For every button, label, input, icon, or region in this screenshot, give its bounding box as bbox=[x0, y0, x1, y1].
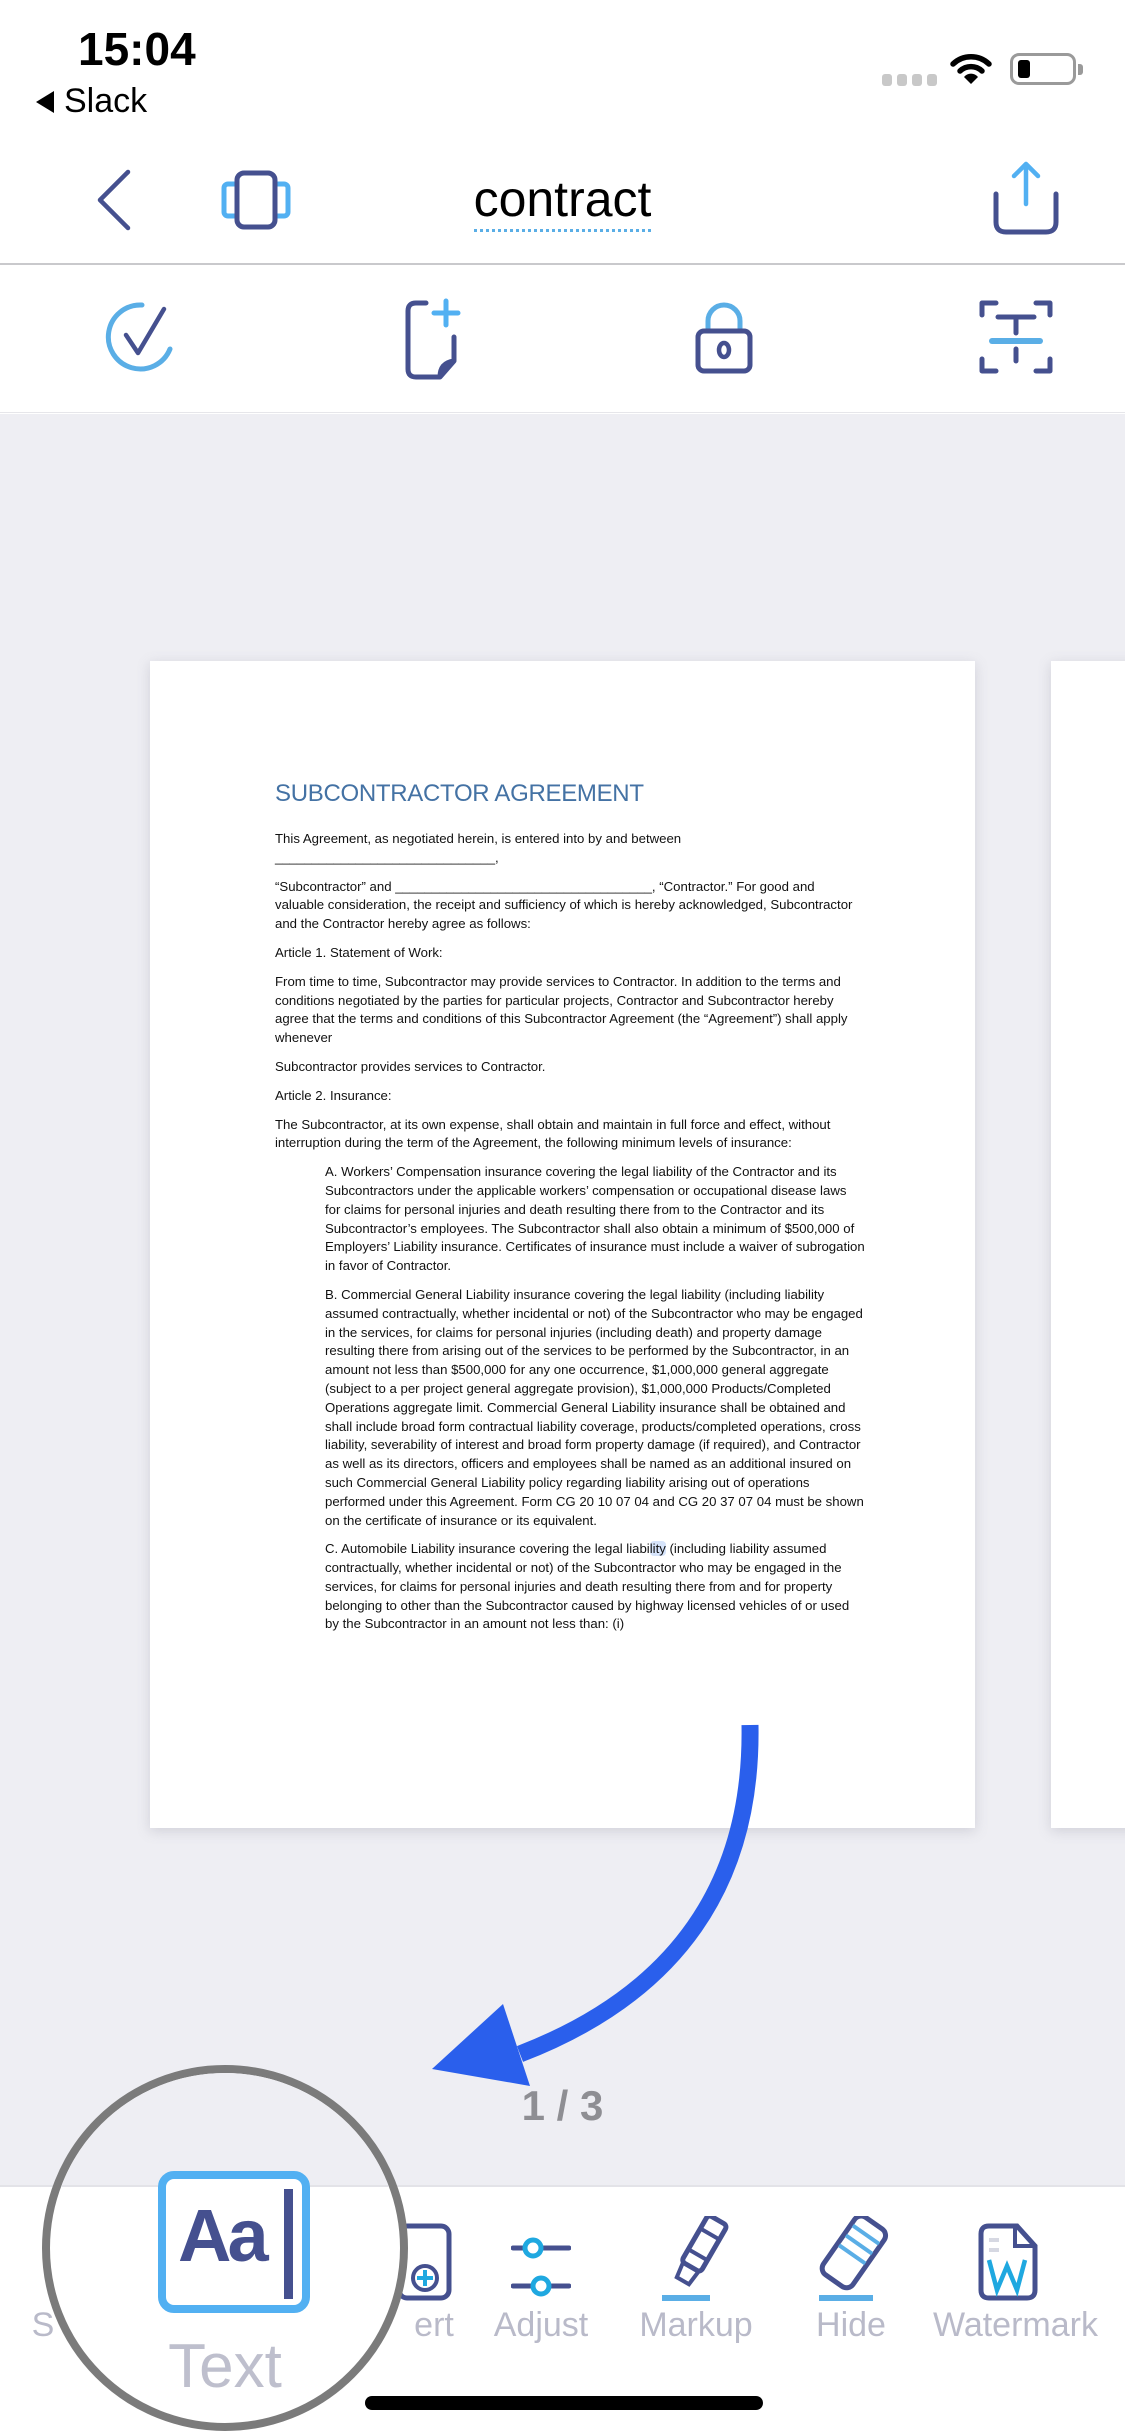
tool-watermark[interactable]: Watermark bbox=[933, 2212, 1083, 2345]
annotation-arrow-icon bbox=[0, 414, 1125, 2185]
tool-adjust[interactable]: Adjust bbox=[466, 2212, 616, 2345]
tool-hide[interactable]: Hide bbox=[776, 2212, 926, 2345]
lock-button[interactable] bbox=[692, 297, 756, 382]
wifi-icon bbox=[950, 52, 992, 86]
back-to-app-link[interactable] bbox=[36, 82, 147, 121]
text-icon[interactable]: Aa bbox=[158, 2171, 310, 2313]
clause-c-text: C. Automobile Liability insurance covering the legal liabi bbox=[325, 1541, 650, 1557]
share-button[interactable] bbox=[990, 160, 1062, 241]
back-app-label: Slack bbox=[64, 82, 148, 120]
doc-paragraph: Article 1. Statement of Work: bbox=[275, 944, 443, 960]
select-check-button[interactable] bbox=[102, 297, 178, 382]
page-indicator: 1 / 3 bbox=[521, 2082, 604, 2129]
highlighter-icon bbox=[621, 2212, 771, 2302]
back-triangle-icon bbox=[36, 91, 54, 113]
cellular-signal-icon bbox=[882, 74, 937, 86]
document-viewer[interactable] bbox=[0, 414, 1125, 2185]
text-cursor-icon bbox=[284, 2189, 293, 2299]
clause-c-text: (including liability assumed contractually, whether incidental or not) of the Subcontractor who may be engaged in the services, for claims for personal injuries and death resulting there from and for property belonging to other than the Subcontractor caused by highway licensed vehicles of or used by the Subcontractor in an amount not less than: (i) bbox=[325, 1541, 850, 1632]
lock-icon bbox=[692, 297, 756, 377]
tool-markup[interactable]: Markup bbox=[621, 2212, 771, 2345]
doc-paragraph: Article 2. Insurance: bbox=[275, 1087, 392, 1103]
doc-paragraph: “Subcontractor” and ___________________________________, “Contractor.” For good and valuable consideration, the receipt and sufficiency of which is hereby acknowledged, Subcontractor and the Contractor hereby agree as follows: bbox=[275, 878, 853, 932]
adjust-sliders-icon bbox=[466, 2212, 616, 2302]
magnifier-viewer-area bbox=[50, 2073, 400, 2187]
battery-icon bbox=[1010, 53, 1076, 85]
watermark-doc-icon bbox=[933, 2212, 1083, 2302]
home-indicator[interactable] bbox=[365, 2396, 763, 2410]
scan-text-button[interactable] bbox=[978, 297, 1054, 382]
doc-paragraph: Subcontractor provides services to Contractor. bbox=[275, 1058, 546, 1074]
text-selection-highlight[interactable]: lity bbox=[649, 1541, 666, 1557]
doc-paragraph: The Subcontractor, at its own expense, shall obtain and maintain in full force and effect, without interruption during the term of the Agreement, the following minimum levels of insurance: bbox=[275, 1116, 831, 1151]
doc-clause-b: B. Commercial General Liability insurance covering the legal liability (including liability assumed contractually, whether incidental or not) of the Subcontractor who may be engaged in the services, for claims for personal injuries (including death) and property damage resulting there from arising out of the services to be performed by the Subcontractor, in an amount not less than $500,000 for any one occurrence, $1,000,000 general aggregate (subject to a per project general aggregate provision), $1,000,000 Products/Completed Operations aggregate limit. Commercial General Liability insurance shall be obtained and shall include broad form contractual liability coverage, products/completed operations, cross liability, severability of interest and broad form property damage (if required), and Contractor as well as its directors, officers and employees shall be named as an additional insured on such Commercial General Liability policy regarding liability arising out of operations performed under this Agreement. Form CG 20 10 07 04 and CG 20 37 07 04 must be shown on the certificate of insurance or its equivalent. bbox=[325, 1286, 864, 1528]
document-heading: SUBCONTRACTOR AGREEMENT bbox=[275, 780, 644, 807]
scan-text-icon bbox=[978, 297, 1054, 377]
magnifier-loupe bbox=[42, 2065, 408, 2431]
doc-clause-a: A. Workers’ Compensation insurance covering the legal liability of the Contractor and its Subcontractors under the applicable workers’ compensation or occupational disease laws for claims for personal injuries and death resulting there from to the Contractor and its Subcontractor’s employees. The Subcontractor shall also obtain a minimum of $500,000 of Employers’ Liability insurance. Certificates of insurance must include a waiver of subrogation in favor of Contractor. bbox=[325, 1164, 865, 1274]
tool-sign[interactable]: S bbox=[0, 2212, 118, 2345]
doc-paragraph: From time to time, Subcontractor may provide services to Contractor. In addition to the terms and conditions negotiated by the parties for particular projects, Contractor and Subcontractor hereby agree that the terms and conditions of this Subcontractor Agreement (the “Agreement”) shall apply whenever bbox=[275, 973, 848, 1046]
tool-insert[interactable]: ert bbox=[350, 2212, 500, 2345]
tool-text-label[interactable]: Text bbox=[168, 2332, 282, 2401]
add-page-button[interactable] bbox=[402, 297, 472, 388]
action-toolbar bbox=[0, 267, 1125, 413]
document-title[interactable] bbox=[0, 170, 1125, 228]
doc-paragraph: This Agreement, as negotiated herein, is entered into by and between ______________________________, bbox=[275, 831, 682, 865]
add-page-icon bbox=[402, 297, 472, 383]
eraser-icon bbox=[776, 2212, 926, 2302]
check-circle-icon bbox=[102, 297, 178, 377]
share-icon bbox=[990, 160, 1062, 236]
document-title-text[interactable]: contract bbox=[474, 171, 652, 232]
status-time: 15:04 bbox=[78, 23, 196, 75]
header bbox=[0, 140, 1125, 265]
